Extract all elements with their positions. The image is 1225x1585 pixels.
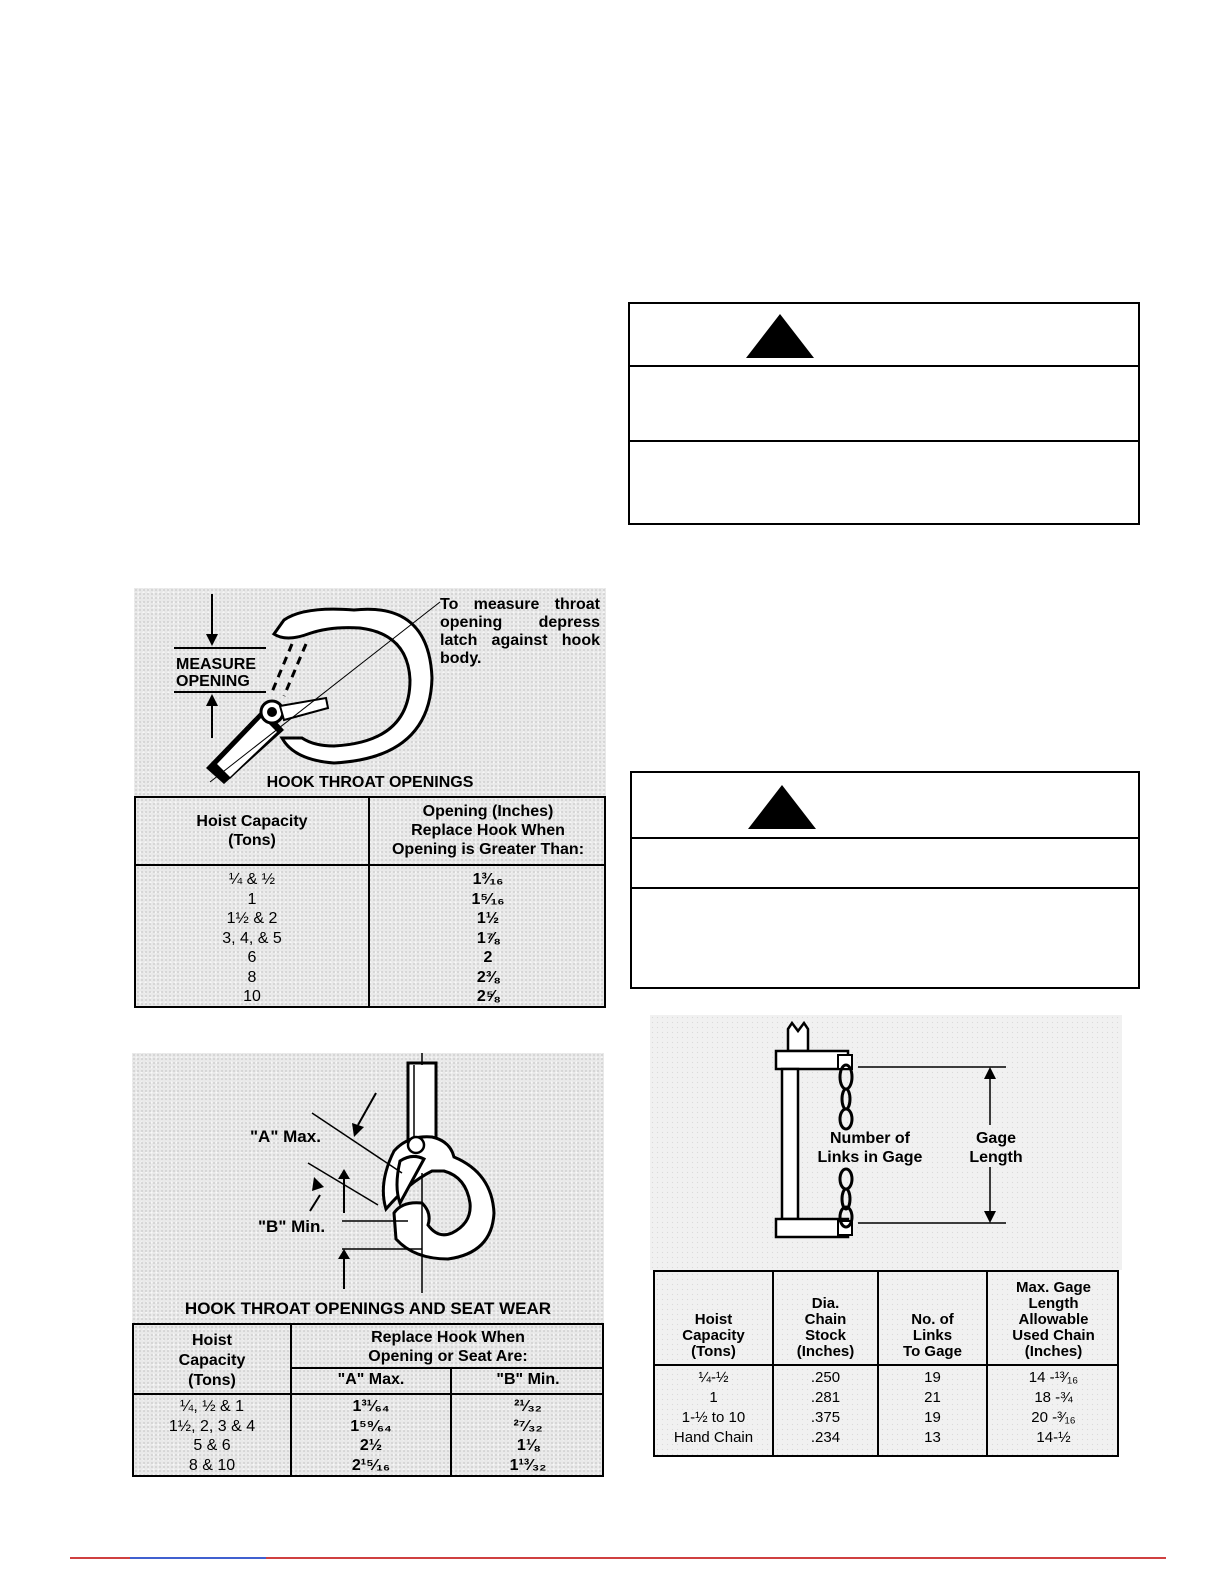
seat-wear-figure bbox=[132, 1053, 604, 1323]
table-row: 1½, 2, 3 & 4 bbox=[168, 1417, 256, 1435]
table-header-divider bbox=[655, 1364, 1119, 1366]
table-row: 2¹⁵⁄₁₆ bbox=[351, 1456, 391, 1474]
warning-box-2 bbox=[630, 771, 1140, 989]
table-row: 2 bbox=[483, 949, 493, 966]
hook-throat-figure bbox=[134, 588, 606, 796]
table-row: 19 bbox=[924, 1369, 941, 1386]
hook-throat-table bbox=[134, 796, 606, 1008]
header-line: Chain bbox=[804, 1311, 847, 1328]
table-row: 5 & 6 bbox=[193, 1437, 231, 1454]
table-row: 21 bbox=[924, 1389, 941, 1406]
warning-triangle-icon bbox=[744, 312, 816, 360]
header-line: Capacity bbox=[682, 1327, 745, 1344]
table-row: 8 & 10 bbox=[188, 1456, 236, 1474]
header-replace-hook bbox=[292, 1328, 604, 1366]
label-line: Length bbox=[969, 1149, 1023, 1166]
label-line: Number of bbox=[830, 1130, 910, 1147]
table-row: 1 bbox=[709, 1389, 718, 1406]
chain-gage-figure bbox=[650, 1015, 1122, 1270]
capacity-column bbox=[136, 870, 368, 1007]
footer-rule-red bbox=[70, 1557, 130, 1559]
table-row: 2⅜ bbox=[476, 968, 500, 986]
table-row: 1³¹⁄₆₄ bbox=[352, 1398, 390, 1415]
table-row: 1⅞ bbox=[476, 929, 500, 947]
links-label bbox=[800, 1129, 940, 1167]
header-line: Stock bbox=[805, 1327, 846, 1344]
table-row: 1-½ to 10 bbox=[681, 1409, 746, 1426]
table-row: ¼, ½ & 1 bbox=[179, 1398, 245, 1415]
header-hoist-capacity bbox=[655, 1312, 772, 1360]
header-line: Dia. bbox=[811, 1295, 840, 1312]
header-line: Used Chain bbox=[1012, 1327, 1095, 1344]
table-row: 1½ & 2 bbox=[226, 910, 278, 927]
header-line: To Gage bbox=[903, 1343, 962, 1360]
chain-gage-table bbox=[653, 1270, 1119, 1457]
capacity-column bbox=[134, 1397, 290, 1475]
header-line: Opening or Seat Are: bbox=[368, 1348, 528, 1365]
header-line: No. of bbox=[911, 1311, 954, 1328]
header-hoist-capacity bbox=[136, 812, 368, 850]
header-line: (Tons) bbox=[691, 1343, 736, 1360]
footer-rule-blue bbox=[130, 1557, 266, 1559]
table-row: 6 bbox=[247, 949, 257, 966]
table-row: 1¹³⁄₃₂ bbox=[509, 1456, 547, 1474]
header-b-min: "B" Min. bbox=[496, 1371, 560, 1388]
table-row: 1 bbox=[247, 890, 257, 908]
label-b-min: "B" Min. bbox=[258, 1217, 326, 1236]
table-header-divider bbox=[292, 1367, 604, 1369]
header-line: Opening (Inches) bbox=[422, 803, 554, 820]
max-gage-column bbox=[988, 1368, 1119, 1448]
table-row: 14 -¹³⁄₁₆ bbox=[1028, 1369, 1079, 1386]
table-row: 18 -¾ bbox=[1034, 1389, 1073, 1406]
table-row: 19 bbox=[924, 1409, 941, 1426]
header-line: (Tons) bbox=[188, 1372, 236, 1389]
seat-wear-table bbox=[132, 1323, 604, 1477]
header-line: Hoist Capacity bbox=[196, 813, 308, 830]
table-row: 1³⁄₁₆ bbox=[472, 871, 504, 888]
table-header-divider bbox=[134, 1393, 604, 1395]
header-line: Replace Hook When bbox=[371, 1329, 525, 1346]
warning-divider-2 bbox=[632, 887, 1138, 889]
capacity-column bbox=[655, 1368, 772, 1448]
header-opening bbox=[370, 802, 606, 859]
hook-seat-diagram bbox=[132, 1053, 604, 1323]
table-header-divider bbox=[136, 864, 606, 866]
table-row: .375 bbox=[810, 1409, 841, 1426]
table-row: ¼ & ½ bbox=[228, 871, 276, 888]
header-max-gage bbox=[988, 1280, 1119, 1360]
table-row: Hand Chain bbox=[673, 1429, 754, 1446]
header-links bbox=[879, 1312, 986, 1360]
links-column bbox=[879, 1368, 986, 1448]
table-row: 2½ bbox=[359, 1437, 383, 1454]
table-row: 1⁵⁹⁄₆₄ bbox=[350, 1417, 392, 1435]
table-row: ²¹⁄₃₂ bbox=[514, 1398, 542, 1415]
header-line: Capacity bbox=[178, 1352, 246, 1369]
table-row: .250 bbox=[810, 1369, 841, 1386]
header-line: (Tons) bbox=[228, 832, 276, 849]
gage-length-label bbox=[956, 1129, 1036, 1167]
header-line: Max. Gage bbox=[1015, 1279, 1092, 1296]
label-line: Gage bbox=[975, 1130, 1016, 1147]
warning-divider-1 bbox=[630, 365, 1138, 367]
table-row: 1⁵⁄₁₆ bbox=[471, 890, 505, 908]
warning-divider-1 bbox=[632, 837, 1138, 839]
warning-box-1 bbox=[628, 302, 1140, 525]
measure-label-line-1: MEASURE bbox=[176, 656, 257, 673]
table-row: ¼-½ bbox=[698, 1369, 729, 1386]
table-row: 1½ bbox=[476, 910, 500, 927]
header-line: Length bbox=[1028, 1295, 1079, 1312]
header-line: Replace Hook When bbox=[411, 822, 565, 839]
header-hoist-capacity bbox=[134, 1331, 290, 1391]
header-line: Links bbox=[912, 1327, 953, 1344]
table-row: 20 -³⁄₁₆ bbox=[1031, 1409, 1076, 1426]
table-row: .281 bbox=[810, 1389, 841, 1406]
dia-column bbox=[774, 1368, 877, 1448]
table-row: 10 bbox=[243, 988, 261, 1005]
header-line: Hoist bbox=[694, 1311, 733, 1328]
measure-label-line-2: OPENING bbox=[176, 673, 250, 690]
warning-triangle-icon bbox=[746, 783, 818, 831]
table-row: 14-½ bbox=[1036, 1429, 1071, 1446]
table-row: 3, 4, & 5 bbox=[222, 929, 282, 947]
warning-divider-2 bbox=[630, 440, 1138, 442]
label-a-max: "A" Max. bbox=[250, 1127, 321, 1146]
table-row: 1⅛ bbox=[516, 1437, 540, 1454]
header-a-max: "A" Max. bbox=[337, 1371, 405, 1388]
table-row: 8 bbox=[247, 968, 257, 986]
table-row: ²⁷⁄₃₂ bbox=[513, 1417, 543, 1435]
measure-label bbox=[176, 656, 256, 690]
table-row: 2⅝ bbox=[476, 988, 500, 1005]
header-line: Opening is Greater Than: bbox=[391, 841, 585, 858]
header-line: (Inches) bbox=[1024, 1343, 1083, 1360]
table-row: 13 bbox=[924, 1429, 941, 1446]
opening-column bbox=[370, 870, 606, 1007]
header-line: Allowable bbox=[1018, 1311, 1089, 1328]
throat-callout: To measure throat opening depress latch against hook body. bbox=[440, 596, 600, 667]
header-line: (Inches) bbox=[796, 1343, 855, 1360]
header-chain-dia bbox=[774, 1296, 877, 1360]
header-line: Hoist bbox=[192, 1332, 232, 1349]
a-max-column bbox=[292, 1397, 450, 1475]
figure-title: HOOK THROAT OPENINGS AND SEAT WEAR bbox=[184, 1299, 552, 1318]
figure-title: HOOK THROAT OPENINGS bbox=[266, 774, 474, 791]
label-line: Links in Gage bbox=[817, 1149, 923, 1166]
b-min-column bbox=[452, 1397, 604, 1475]
footer-rule-red bbox=[266, 1557, 1166, 1559]
table-row: .234 bbox=[810, 1429, 841, 1446]
